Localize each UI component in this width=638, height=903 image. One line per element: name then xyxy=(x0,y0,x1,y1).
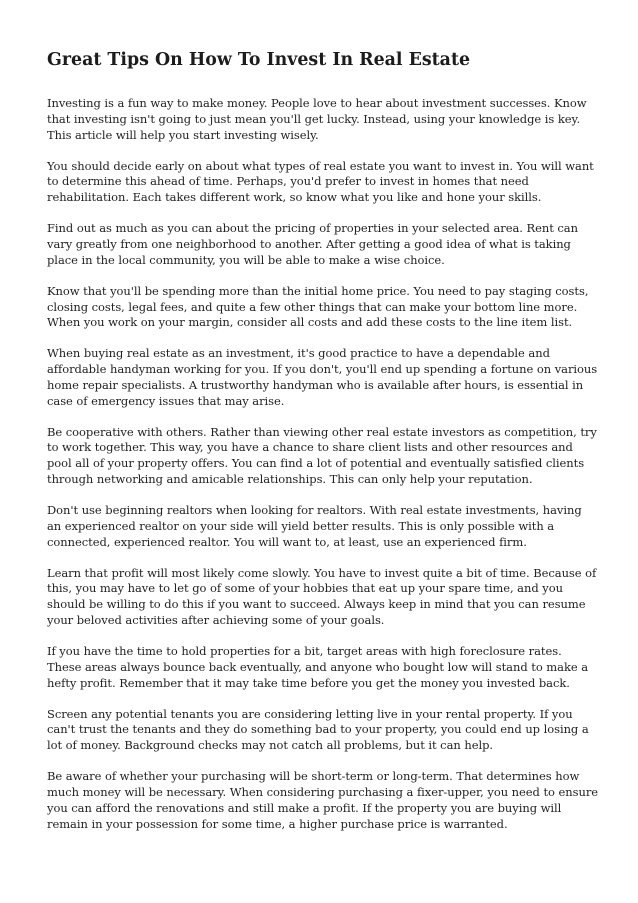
paragraph-cooperation: Be cooperative with others. Rather than viewing other real estate investors as competition, try to work together. This way, you have a chance to share client lists and other resources and pool all of your property offers. You can find a lot of potential and eventually satisfied clients through networking and amicable relationships. This can only help your reputation. xyxy=(47,424,597,487)
paragraph-intro: Investing is a fun way to make money. People love to hear about investment successes. Know that investing isn't going to just mean you'll get lucky. Instead, using your knowledge is key. This article will help you start investing wisely. xyxy=(47,96,587,142)
paragraph-term: Be aware of whether your purchasing will be short-term or long-term. That determines how much money will be necessary. When considering purchasing a fixer-upper, you need to ensure you can afford the renovations and still make a profit. If the property you are buying will remain in your possession for some time, a higher purchase price is warranted. xyxy=(47,769,599,831)
page-title: Great Tips On How To Invest In Real Estate xyxy=(47,50,471,70)
paragraph-realtors: Don't use beginning realtors when looking for realtors. With real estate investments, having an experienced realtor on your side will yield better results. This is only possible with a connected, experienced realtor. You will want to, at least, use an experienced firm. xyxy=(47,503,582,549)
paragraph-costs: Know that you'll be spending more than the initial home price. You need to pay staging costs, closing costs, legal fees, and quite a few other things that can make your bottom line more. When you work on your margin, consider all costs and add these costs to the line item list. xyxy=(47,283,589,330)
paragraph-tenants: Screen any potential tenants you are considering letting live in your rental property. If you can't trust the tenants and they do something bad to your property, you could end up losing a lot of money. Background checks may not catch all problems, but it can help. xyxy=(47,706,589,753)
paragraph-property-type: You should decide early on about what types of real estate you want to invest in. You will want to determine this ahead of time. Perhaps, you'd prefer to invest in homes that need rehabilitation. Each takes different work, so know what you like and hone your skills. xyxy=(47,158,594,205)
paragraph-foreclosure: If you have the time to hold properties for a bit, target areas with high foreclosure rates. These areas always bounce back eventually, and anyone who bought low will stand to make a hefty profit. Remember that it may take time before you get the money you invested back. xyxy=(47,644,589,690)
document-body xyxy=(47,48,599,848)
paragraph-handyman: When buying real estate as an investment, it's good practice to have a dependable and affordable handyman working for you. If you don't, you'll end up spending a fortune on various home repair specialists. A trustworthy handyman who is available after hours, is essential in case of emergency issues that may arise. xyxy=(47,346,598,408)
paragraph-profit: Learn that profit will most likely come slowly. You have to invest quite a bit of time. Because of this, you may have to let go of some of your hobbies that eat up your spare time, and you should be willing to do this if you want to succeed. Always keep in mind that you can resume your beloved activities after achieving some of your goals. xyxy=(47,565,597,628)
paragraph-pricing: Find out as much as you can about the pricing of properties in your selected area. Rent can vary greatly from one neighborhood to another. After getting a good idea of what is taking place in the local community, you will be able to make a wise choice. xyxy=(47,221,578,267)
